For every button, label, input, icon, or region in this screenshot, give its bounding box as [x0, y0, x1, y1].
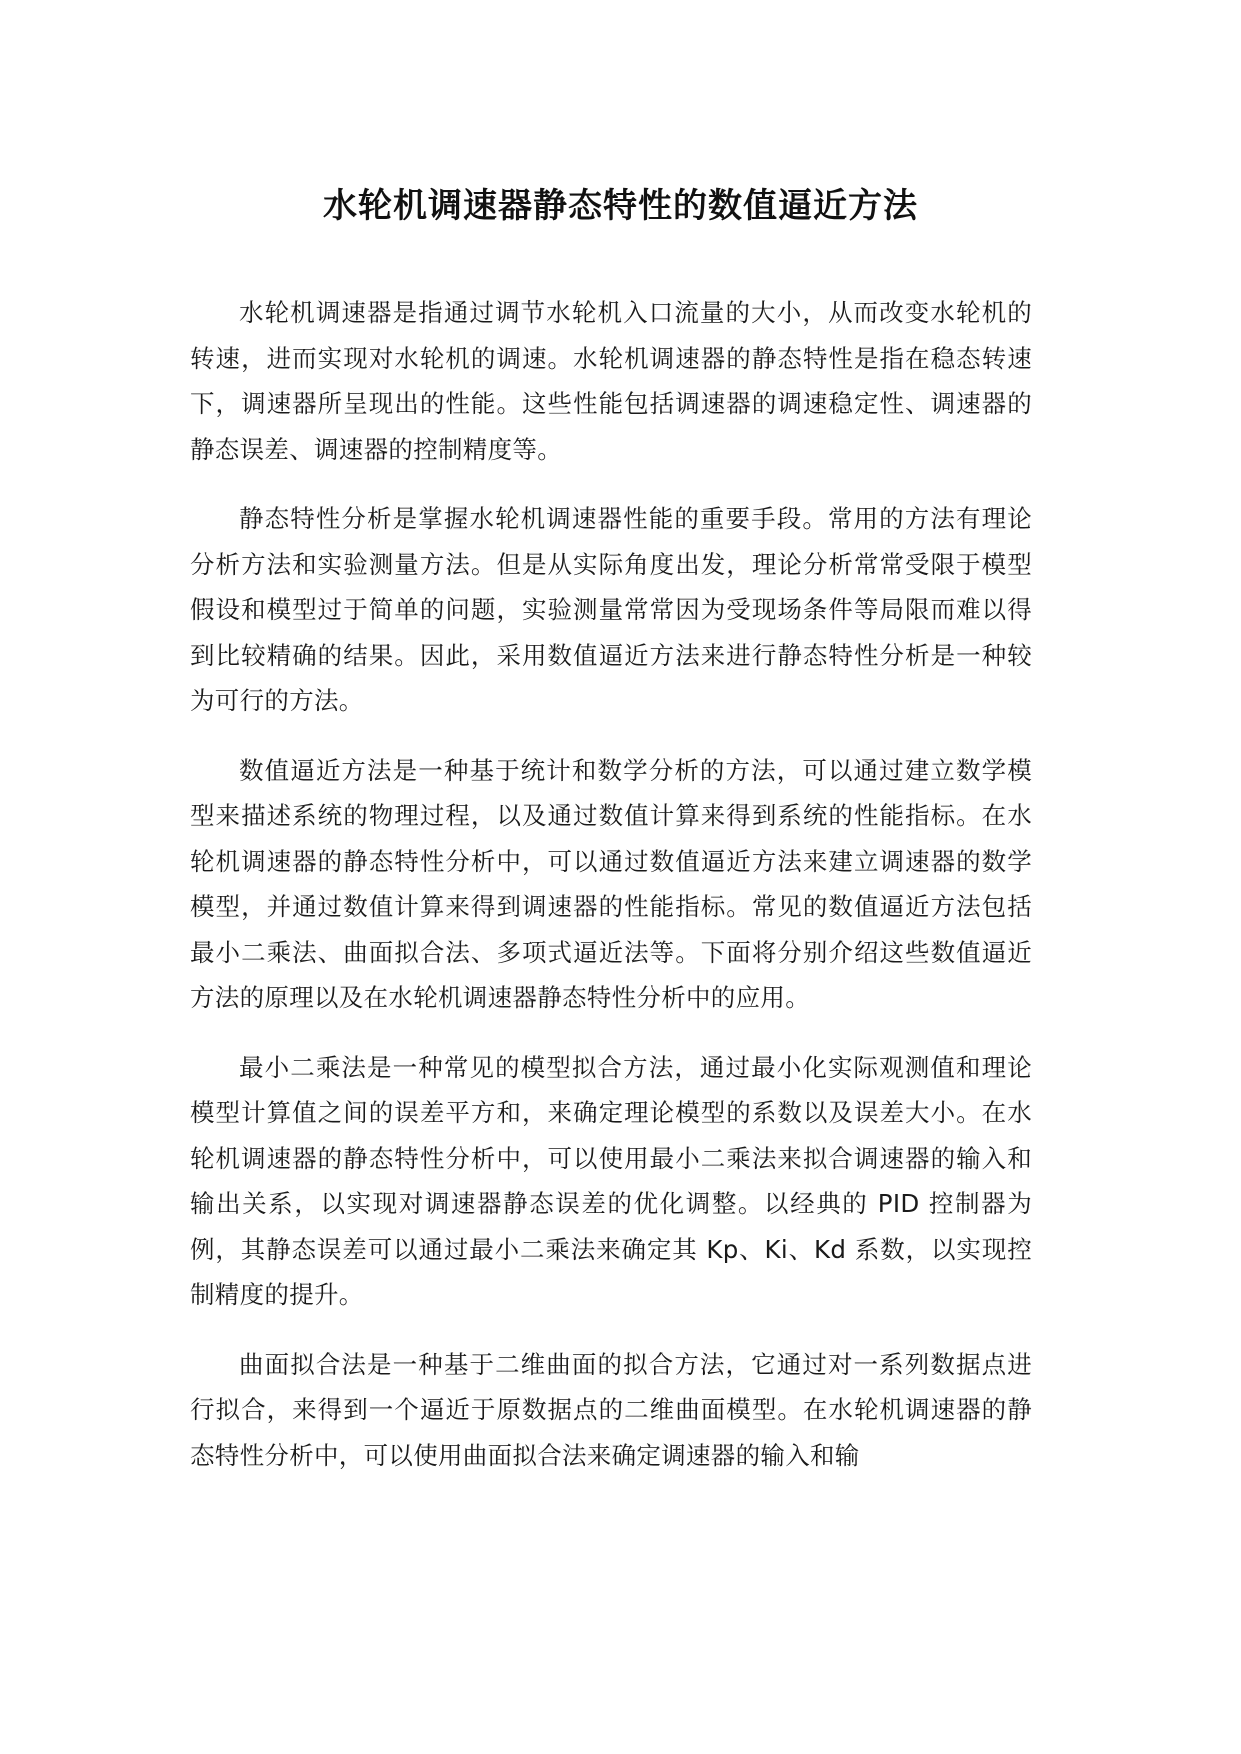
- paragraph-4: 最小二乘法是一种常见的模型拟合方法，通过最小化实际观测值和理论模型计算值之间的误差平方和，来确定理论模型的系数以及误差大小。在水轮机调速器的静态特性分析中，可以使用最小二乘法来拟合调速器的输入和输出关系，以实现对调速器静态误差的优化调整。以经典的 PID 控制器为例，其静态误差可以通过最小二乘法来确定其 Kp、Ki、Kd 系数，以实现控制精度的提升。: [190, 1052, 1032, 1309]
- paragraph-1: 水轮机调速器是指通过调节水轮机入口流量的大小，从而改变水轮机的转速，进而实现对水轮机的调速。水轮机调速器的静态特性是指在稳态转速下，调速器所呈现出的性能。这些性能包括调速器的调速稳定性、调速器的静态误差、调速器的控制精度等。: [190, 298, 1032, 464]
- document-title: 水轮机调速器静态特性的数值逼近方法: [323, 186, 918, 226]
- paragraph-2: 静态特性分析是掌握水轮机调速器性能的重要手段。常用的方法有理论分析方法和实验测量方法。但是从实际角度出发，理论分析常常受限于模型假设和模型过于简单的问题，实验测量常常因为受现场条件等局限而难以得到比较精确的结果。因此，采用数值逼近方法来进行静态特性分析是一种较为可行的方法。: [190, 504, 1032, 715]
- paragraph-5: 曲面拟合法是一种基于二维曲面的拟合方法，它通过对一系列数据点进行拟合，来得到一个逼近于原数据点的二维曲面模型。在水轮机调速器的静态特性分析中，可以使用曲面拟合法来确定调速器的输入和输: [190, 1349, 1032, 1470]
- paragraph-3: 数值逼近方法是一种基于统计和数学分析的方法，可以通过建立数学模型来描述系统的物理过程，以及通过数值计算来得到系统的性能指标。在水轮机调速器的静态特性分析中，可以通过数值逼近方法来建立调速器的数学模型，并通过数值计算来得到调速器的性能指标。常见的数值逼近方法包括最小二乘法、曲面拟合法、多项式逼近法等。下面将分别介绍这些数值逼近方法的原理以及在水轮机调速器静态特性分析中的应用。: [190, 755, 1032, 1012]
- document-body: [190, 290, 1032, 1502]
